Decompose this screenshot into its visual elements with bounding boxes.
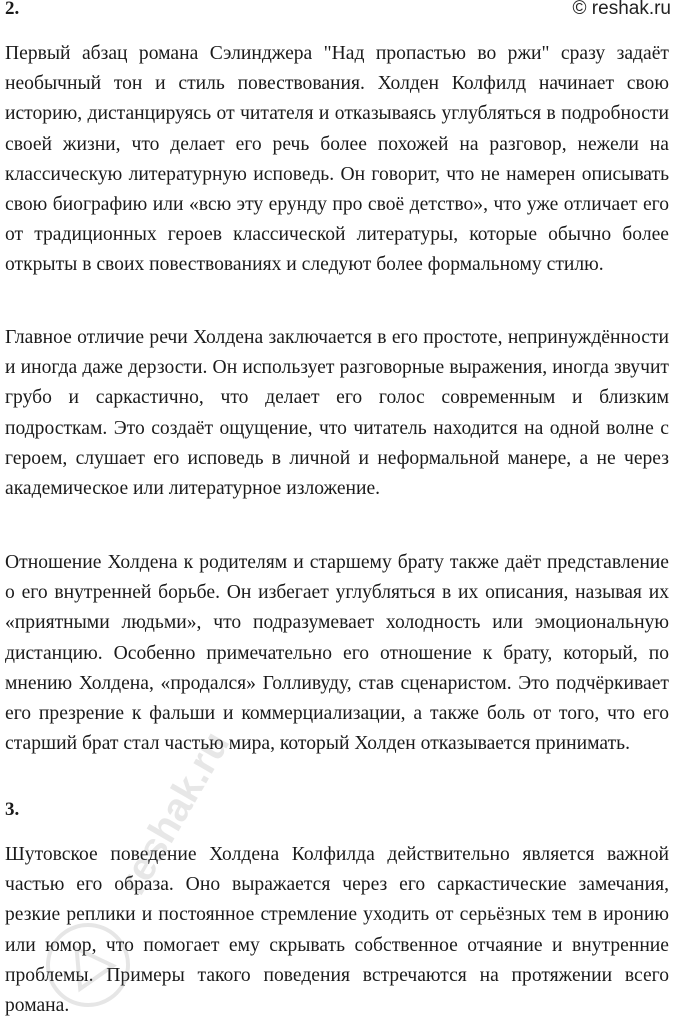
watermark-text: reshak.ru [110, 724, 239, 902]
section-2-paragraph-1: Первый абзац романа Сэлинджера "Над пропастью во ржи" сразу задаёт необычный тон и стиль повествования. Холден Колфилд начинает свою историю, дистанцируясь от читателя и отказываясь углубляться в подробности своей жизни, что делает его речь более похожей на разговор, нежели на классическую литературную исповедь. Он говорит, что не намерен описывать свою биографию или «всю эту ерунду про своё детство», что уже отличает его от традиционных героев классической литературы, которые обычно более открыты в своих повествованиях и следуют более формальному стилю. [5, 43, 669, 276]
section-2-number: 2. [5, 0, 20, 19]
section-3-paragraph-1: Шутовское поведение Холдена Колфилда действительно является важной частью его образа. Оно выражается через его саркастические замечания, резкие реплики и постоянное стремление уходить от серьёзных тем в иронию или юмор, что помогает ему скрывать собственное отчаяние и внутренние проблемы. Примеры такого поведения встречаются на протяжении всего романа. [5, 844, 669, 1017]
page-header [0, 0, 675, 26]
section-2-paragraph-3: Отношение Холдена к родителям и старшему брату также даёт представление о его внутренней борьбе. Он избегает углубляться в их описания, называя их «приятными людьми», что подразумевает холодность или эмоциональную дистанцию. Особенно примечательно его отношение к брату, который, по мнению Холдена, «продался» Голливуду, став сценаристом. Это подчёркивает его презрение к фальши и коммерциализации, а также боль от того, что его старший брат стал частью мира, который Холден отказывается принимать. [5, 552, 669, 755]
section-2-paragraph-2: Главное отличие речи Холдена заключается в его простоте, непринуждённости и иногда даже дерзости. Он использует разговорные выражения, иногда звучит грубо и саркастично, что делает его голос современным и близким подросткам. Это создаёт ощущение, что читатель находится на одной волне с героем, слушает его исповедь в личной и неформальной манере, а не через академическое или литературное изложение. [5, 327, 669, 500]
section-3-number: 3. [5, 799, 20, 820]
source-watermark-label: © reshak.ru [572, 0, 671, 19]
